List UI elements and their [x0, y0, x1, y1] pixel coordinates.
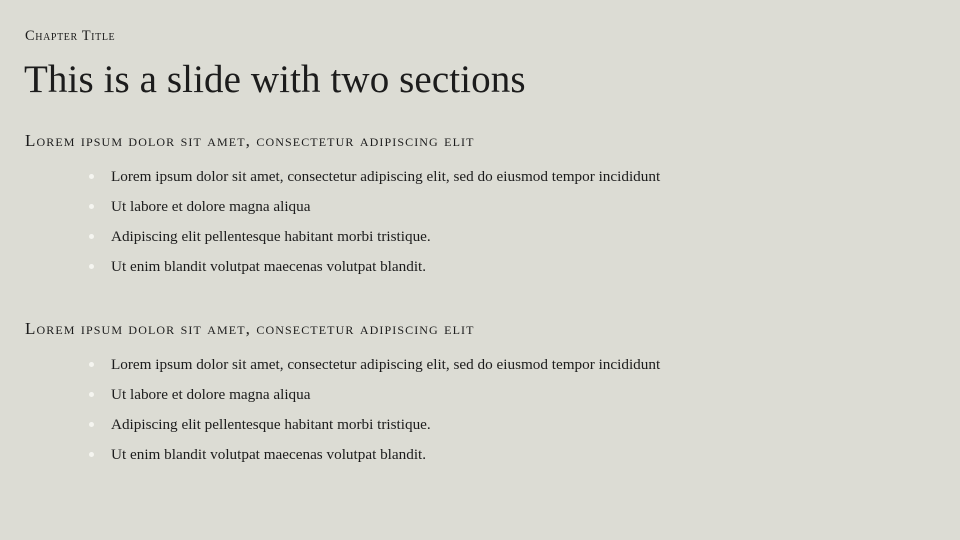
chapter-title: Chapter Title	[25, 28, 116, 44]
bullet-text: Lorem ipsum dolor sit amet, consectetur adipiscing elit, sed do eiusmod tempor incididunt	[111, 168, 661, 185]
bullet-dot-icon	[89, 204, 94, 209]
bullet-dot-icon	[89, 362, 94, 367]
bullet-item	[25, 414, 660, 444]
bullet-dot-icon	[89, 234, 94, 239]
bullet-text: Ut enim blandit volutpat maecenas volutpat blandit.	[111, 446, 427, 463]
bullet-item	[25, 354, 660, 384]
bullet-text: Lorem ipsum dolor sit amet, consectetur adipiscing elit, sed do eiusmod tempor incididunt	[111, 356, 661, 373]
bullet-text: Ut labore et dolore magna aliqua	[111, 386, 311, 403]
bullet-text: Ut enim blandit volutpat maecenas volutpat blandit.	[111, 258, 427, 275]
bullet-text: Ut labore et dolore magna aliqua	[111, 198, 311, 215]
bullet-item	[25, 196, 660, 226]
bullet-dot-icon	[89, 174, 94, 179]
bullet-item	[25, 256, 660, 286]
bullet-dot-icon	[89, 452, 94, 457]
slide-title: This is a slide with two sections	[24, 58, 526, 101]
bullet-dot-icon	[89, 392, 94, 397]
bullet-list	[25, 166, 660, 286]
bullet-item	[25, 166, 660, 196]
bullet-item	[25, 226, 660, 256]
bullet-dot-icon	[89, 422, 94, 427]
bullet-list	[25, 354, 660, 474]
bullet-dot-icon	[89, 264, 94, 269]
section-heading: Lorem ipsum dolor sit amet, consectetur adipiscing elit	[25, 319, 475, 338]
section-1	[25, 131, 660, 286]
bullet-item	[25, 384, 660, 414]
bullet-text: Adipiscing elit pellentesque habitant morbi tristique.	[111, 228, 431, 245]
section-heading: Lorem ipsum dolor sit amet, consectetur adipiscing elit	[25, 131, 475, 150]
bullet-text: Adipiscing elit pellentesque habitant morbi tristique.	[111, 416, 431, 433]
bullet-item	[25, 444, 660, 474]
section-2	[25, 319, 660, 474]
